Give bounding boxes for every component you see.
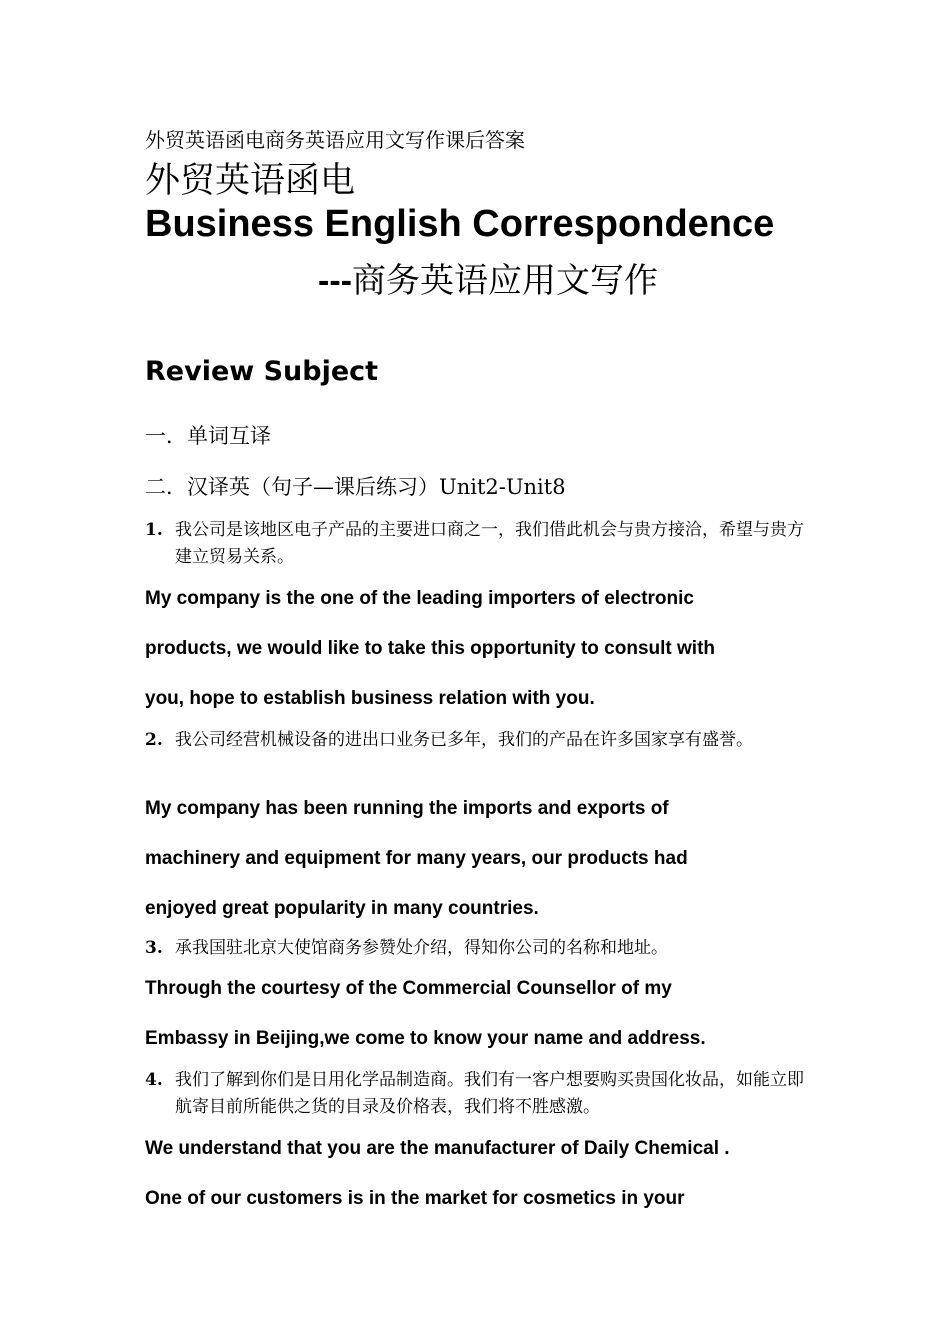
item-chinese-text: 承我国驻北京大使馆商务参赞处介绍，得知你公司的名称和地址。 — [175, 938, 668, 958]
section-heading-2: 二．汉译英（句子—课后练习）Unit2-Unit8 — [145, 475, 566, 499]
exercise-item-3-chinese — [145, 935, 815, 962]
subtitle-dash: --- — [318, 262, 352, 300]
item-number: 1. — [145, 520, 163, 540]
exercise-item-1-english-line: products, we would like to take this opportunity to consult with — [145, 638, 716, 659]
exercise-item-2-english-line: enjoyed great popularity in many countries. — [145, 898, 539, 919]
exercise-item-1-english-line: My company is the one of the leading importers of electronic — [145, 588, 694, 609]
item-number: 4. — [145, 1070, 163, 1090]
exercise-item-3-english-line: Embassy in Beijing,we come to know your name and address. — [145, 1028, 706, 1049]
section-heading-1: 一．单词互译 — [145, 424, 271, 448]
english-title: Business English Correspondence — [145, 203, 775, 245]
item-chinese-text: 我公司经营机械设备的进出口业务已多年，我们的产品在许多国家享有盛誉。 — [175, 730, 753, 750]
exercise-item-1-english-line: you, hope to establish business relation with you. — [145, 688, 595, 709]
item-number: 3. — [145, 938, 163, 958]
exercise-item-2-english-line: machinery and equipment for many years, our products had — [145, 848, 688, 869]
subtitle-text: 商务英语应用文写作 — [351, 261, 658, 301]
item-chinese-text: 我公司是该地区电子产品的主要进口商之一，我们借此机会与贵方接洽，希望与贵方建立贸易关系。 — [175, 520, 804, 567]
item-chinese-text: 我们了解到你们是日用化学品制造商。我们有一客户想要购买贵国化妆品，如能立即航寄目前所能供之货的目录及价格表，我们将不胜感激。 — [175, 1070, 804, 1117]
item-number: 2. — [145, 730, 163, 750]
exercise-item-2-english-line: My company has been running the imports and exports of — [145, 798, 669, 819]
document-title: 外贸英语函电商务英语应用文写作课后答案 — [145, 128, 525, 152]
subtitle — [318, 253, 658, 302]
review-subject-heading: Review Subject — [145, 356, 379, 387]
exercise-item-3-english-line: Through the courtesy of the Commercial Counsellor of my — [145, 978, 672, 999]
exercise-item-1-chinese — [145, 517, 815, 571]
chinese-title: 外贸英语函电 — [145, 161, 356, 201]
exercise-item-4-english-line: We understand that you are the manufacturer of Daily Chemical . — [145, 1138, 730, 1159]
exercise-item-4-chinese — [145, 1067, 815, 1121]
exercise-item-4-english-line: One of our customers is in the market for cosmetics in your — [145, 1188, 685, 1209]
exercise-item-2-chinese — [145, 727, 815, 754]
